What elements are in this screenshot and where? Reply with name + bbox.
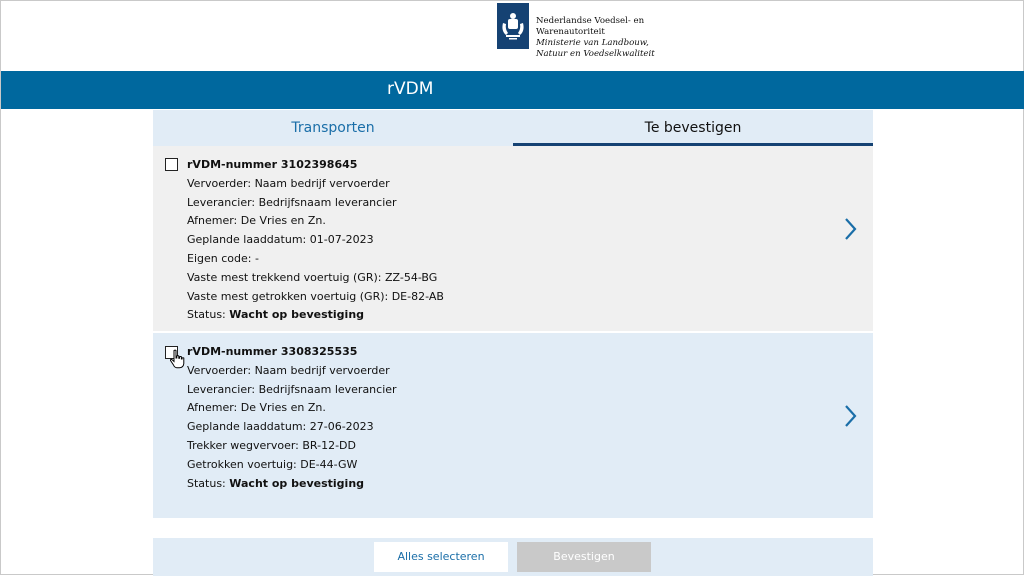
status-line — [187, 475, 397, 494]
select-checkbox[interactable] — [165, 158, 178, 171]
tab-transporten[interactable]: Transporten — [291, 120, 375, 136]
org-name — [536, 16, 655, 60]
detail-line: Afnemer: De Vries en Zn. — [187, 214, 326, 228]
detail-line: Afnemer: De Vries en Zn. — [187, 401, 326, 415]
detail-line: Vaste mest trekkend voertuig (GR): ZZ-54-BG — [187, 270, 438, 284]
detail-line: Leverancier: Bedrijfsnaam leverancier — [187, 195, 397, 209]
detail-line: Geplande laaddatum: 01-07-2023 — [187, 233, 374, 247]
hand-pointer-cursor-icon — [169, 349, 185, 369]
app-header-bar — [1, 71, 1024, 109]
org-name-line1: Nederlandse Voedsel- en — [536, 16, 645, 26]
detail-line: Vervoerder: Naam bedrijf vervoerder — [187, 363, 390, 377]
tab-bar — [153, 110, 873, 146]
confirm-button[interactable]: Bevestigen — [517, 542, 651, 572]
detail-line: Geplande laaddatum: 27-06-2023 — [187, 420, 374, 434]
transport-card[interactable] — [153, 146, 873, 331]
detail-line: Leverancier: Bedrijfsnaam leverancier — [187, 382, 397, 396]
rijksoverheid-logo-icon — [497, 3, 529, 49]
ministry-line1: Ministerie van Landbouw, — [536, 38, 649, 48]
rvdm-number: rVDM-nummer 3308325535 — [187, 345, 358, 358]
select-all-button[interactable]: Alles selecteren — [374, 542, 508, 572]
tab-te-bevestigen[interactable]: Te bevestigen — [513, 110, 873, 146]
app-title: rVDM — [387, 79, 434, 99]
chevron-right-icon[interactable] — [841, 216, 859, 242]
detail-line: Vaste mest getrokken voertuig (GR): DE-82-AB — [187, 289, 444, 303]
detail-line: Vervoerder: Naam bedrijf vervoerder — [187, 176, 390, 190]
status-label: Status: — [187, 308, 230, 322]
status-value: Wacht op bevestiging — [229, 308, 365, 322]
action-bar — [153, 538, 873, 576]
detail-line: Trekker wegvervoer: BR-12-DD — [187, 438, 356, 452]
detail-line: Eigen code: - — [187, 251, 259, 265]
transport-card[interactable] — [153, 333, 873, 518]
ministry-line2: Natuur en Voedselkwaliteit — [536, 49, 655, 59]
status-value: Wacht op bevestiging — [229, 476, 365, 490]
org-name-line2: Warenautoriteit — [536, 27, 605, 37]
card-details — [187, 156, 444, 325]
org-logo — [497, 3, 655, 60]
status-label: Status: — [187, 476, 230, 490]
chevron-right-icon[interactable] — [841, 403, 859, 429]
status-line — [187, 306, 444, 325]
card-details — [187, 343, 397, 493]
rvdm-number: rVDM-nummer 3102398645 — [187, 158, 358, 171]
detail-line: Getrokken voertuig: DE-44-GW — [187, 457, 358, 471]
